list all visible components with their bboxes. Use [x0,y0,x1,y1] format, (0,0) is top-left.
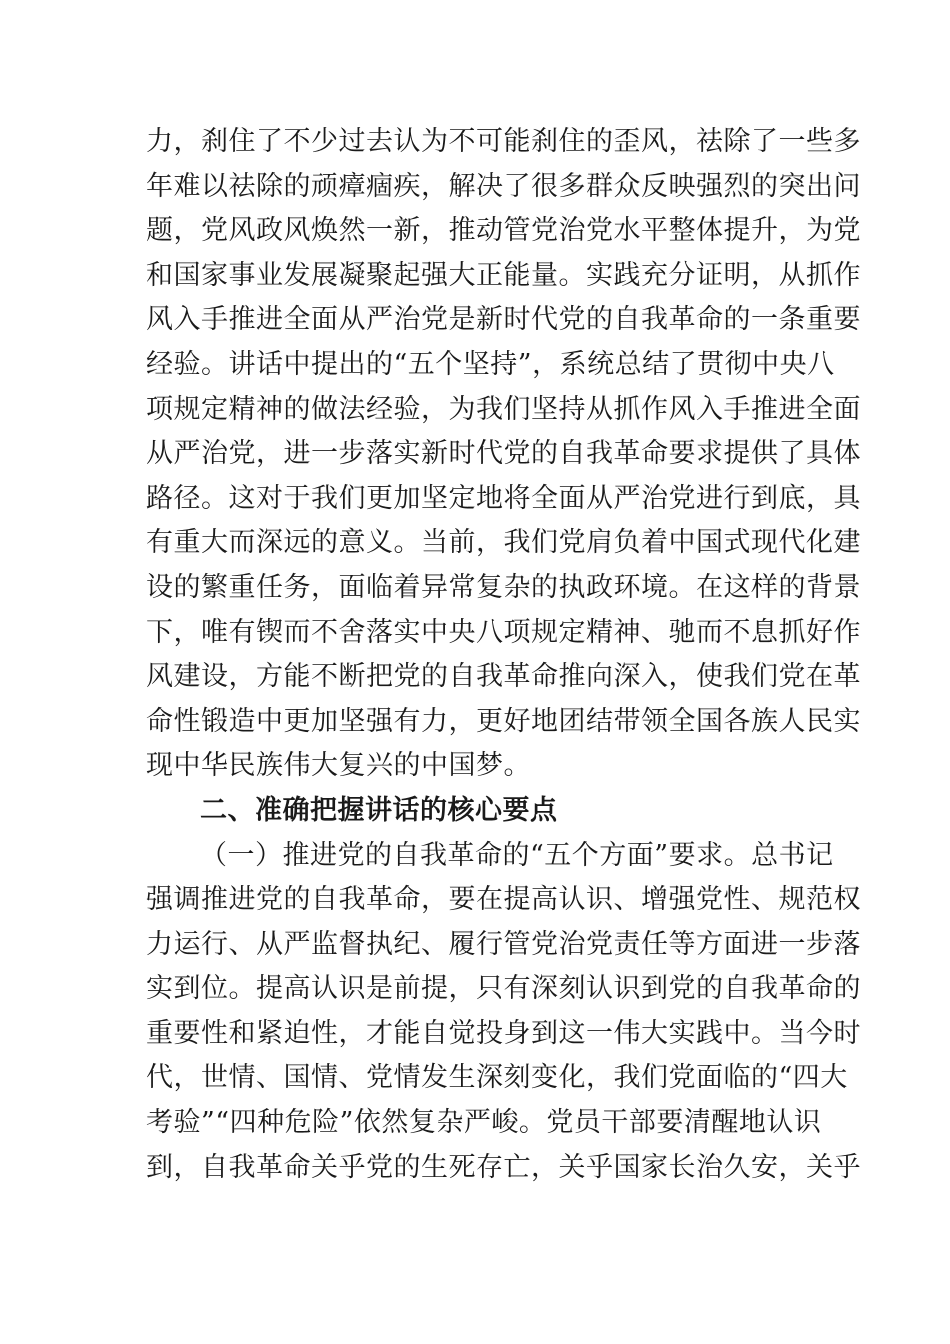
paragraph-line: 考验”“四种危险”依然复杂严峻。党员干部要清醒地认识 [146,1107,822,1139]
paragraph-line: 有重大而深远的意义。当前，我们党肩负着中国式现代化建 [146,527,861,559]
paragraph-line: 实到位。提高认识是前提，只有深刻认识到党的自我革命的 [146,973,861,1005]
subsection-first-line: （一）推进党的自我革命的“五个方面”要求。总书记 [200,839,834,871]
paragraph-line: 风入手推进全面从严治党是新时代党的自我革命的一条重要 [146,304,861,336]
paragraph-line: 重要性和紧迫性，才能自觉投身到这一伟大实践中。当今时 [146,1017,861,1049]
paragraph-line: 到，自我革命关乎党的生死存亡，关乎国家长治久安，关乎 [146,1151,861,1183]
paragraph-line: 力，刹住了不少过去认为不可能刹住的歪风，祛除了一些多 [146,126,861,157]
paragraph-line: 和国家事业发展凝聚起强大正能量。实践充分证明，从抓作 [146,259,861,291]
paragraph-line: 从严治党，进一步落实新时代党的自我革命要求提供了具体 [146,438,861,470]
paragraph-line: 风建设，方能不断把党的自我革命推向深入，使我们党在革 [146,661,861,693]
document-body [146,120,861,1190]
paragraph-line: 强调推进党的自我革命，要在提高认识、增强党性、规范权 [146,884,861,916]
paragraph-line: 题，党风政风焕然一新，推动管党治党水平整体提升，为党 [146,215,861,247]
paragraph-line: 代，世情、国情、党情发生深刻变化，我们党面临的“四大 [146,1062,848,1094]
paragraph-line: 下，唯有锲而不舍落实中央八项规定精神、驰而不息抓好作 [146,616,861,648]
paragraph-line: 现中华民族伟大复兴的中国梦。 [146,750,531,782]
section-heading: 二、准确把握讲话的核心要点 [200,794,558,826]
paragraph-line: 经验。讲话中提出的“五个坚持”，系统总结了贯彻中央八 [146,348,835,380]
paragraph-line: 路径。这对于我们更加坚定地将全面从严治党进行到底，具 [146,482,861,514]
paragraph-line: 力运行、从严监督执纪、履行管党治党责任等方面进一步落 [146,928,861,960]
paragraph-line: 年难以祛除的顽瘴痼疾，解决了很多群众反映强烈的突出问 [146,170,861,202]
paragraph-line: 项规定精神的做法经验，为我们坚持从抓作风入手推进全面 [146,393,861,425]
paragraph-line: 命性锻造中更加坚强有力，更好地团结带领全国各族人民实 [146,705,861,737]
paragraph-line: 设的繁重任务，面临着异常复杂的执政环境。在这样的背景 [146,571,861,603]
